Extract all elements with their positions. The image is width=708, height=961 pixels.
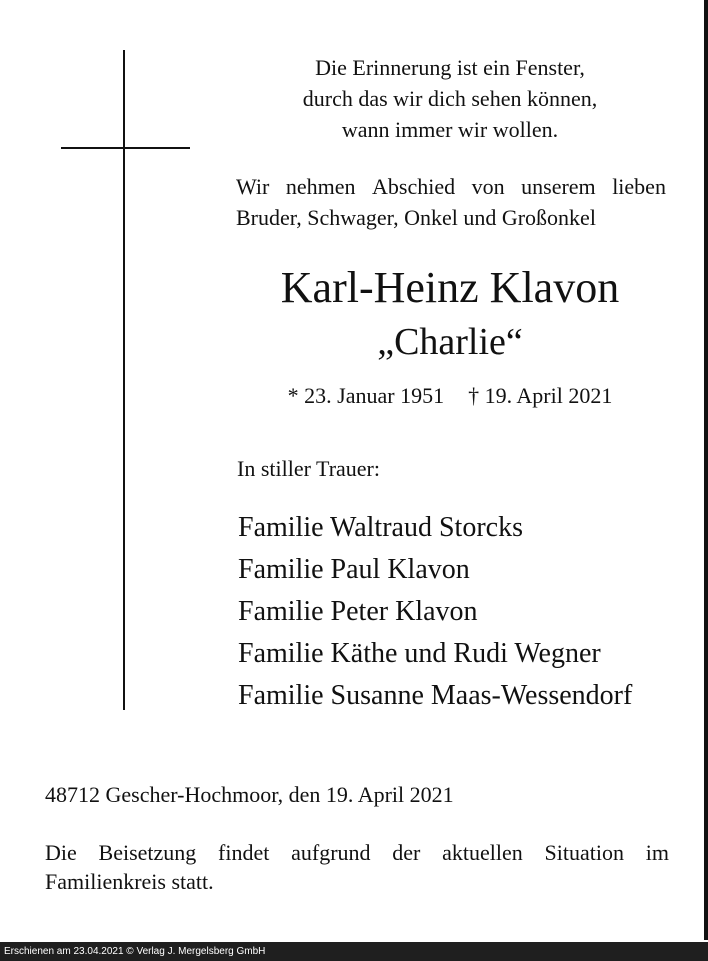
burial-word: Situation: [544, 840, 624, 865]
farewell-word: Wir: [236, 174, 270, 199]
burial-notice: [45, 838, 669, 896]
birth-date: * 23. Januar 1951: [287, 383, 445, 408]
publication-footer: [0, 942, 708, 961]
farewell-word: Abschied: [372, 174, 456, 199]
deceased-nickname: „Charlie“: [377, 321, 523, 363]
verse-line: Die Erinnerung ist ein Fenster,: [315, 55, 585, 80]
cross-icon: [123, 50, 125, 710]
mourning-label: In stiller Trauer:: [237, 456, 380, 481]
verse-line: durch das wir dich sehen können,: [302, 86, 598, 111]
mourner-family: Familie Susanne Maas-Wessendorf: [238, 680, 633, 711]
farewell-word: nehmen: [285, 174, 356, 199]
farewell-statement: [236, 171, 666, 233]
burial-word: Die: [45, 840, 77, 865]
burial-word: aufgrund: [291, 840, 371, 865]
deceased-name: Karl-Heinz Klavon: [280, 263, 620, 312]
burial-word: im: [645, 840, 669, 865]
burial-word: Beisetzung: [98, 840, 197, 865]
death-date: † 19. April 2021: [468, 383, 613, 408]
mourner-family: Familie Käthe und Rudi Wegner: [238, 638, 601, 669]
farewell-line: [236, 171, 666, 202]
verse-line: wann immer wir wollen.: [341, 117, 559, 142]
burial-line-end: Familienkreis statt.: [45, 869, 214, 894]
mourner-family: Familie Paul Klavon: [238, 554, 470, 585]
mourner-family: Familie Waltraud Storcks: [238, 512, 523, 543]
memorial-verse: [260, 52, 640, 145]
cross-icon-crossbar: [61, 147, 190, 149]
farewell-relations: Bruder, Schwager, Onkel und Großonkel: [236, 205, 596, 230]
life-dates: [235, 381, 665, 411]
burial-line: [45, 838, 669, 867]
burial-word: der: [392, 840, 421, 865]
mourner-family: Familie Peter Klavon: [238, 596, 478, 627]
place-and-date: 48712 Gescher-Hochmoor, den 19. April 2021: [45, 782, 454, 807]
farewell-word: von: [471, 174, 505, 199]
burial-word: findet: [218, 840, 270, 865]
farewell-word: unserem: [521, 174, 596, 199]
publication-credit: Erschienen am 23.04.2021 © Verlag J. Mergelsberg GmbH: [4, 946, 266, 957]
mourner-family-list: [238, 507, 632, 717]
farewell-word: lieben: [612, 174, 666, 199]
burial-word: aktuellen: [442, 840, 523, 865]
